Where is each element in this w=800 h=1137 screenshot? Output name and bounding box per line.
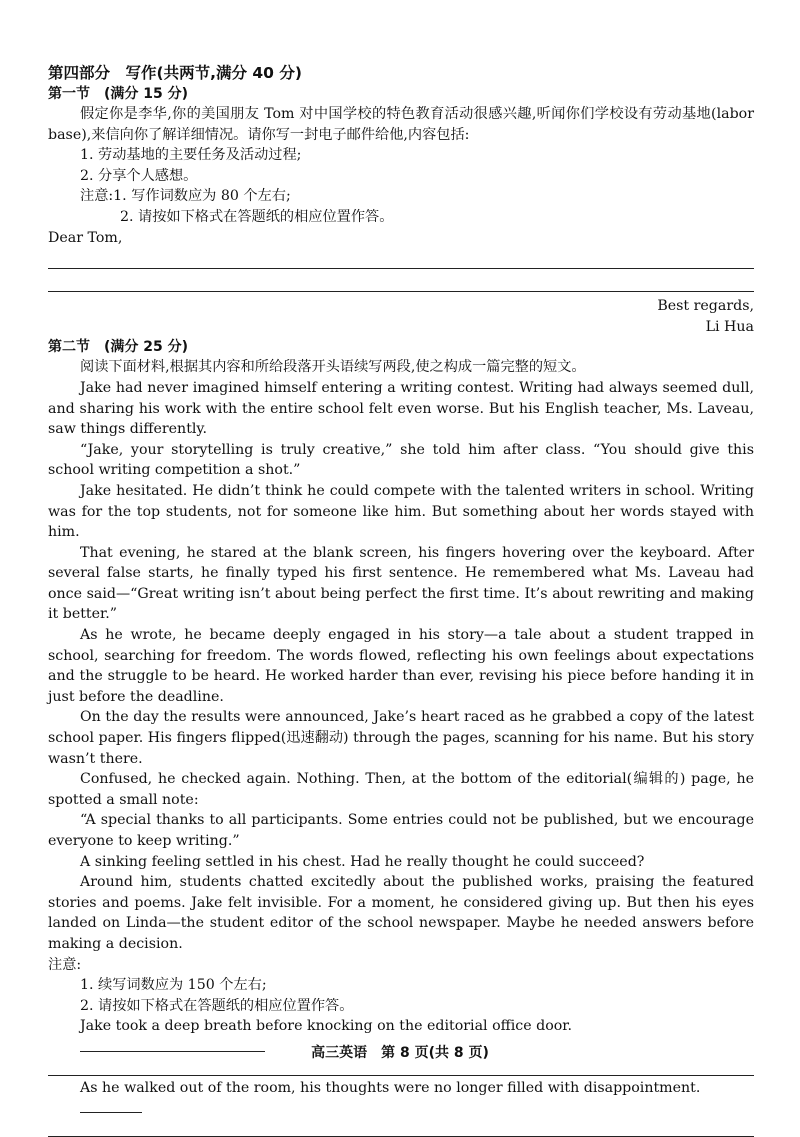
section1-title: 第一节 (满分 15 分) [48,86,189,102]
story-paragraph: Jake hesitated. He didn’t think he could compete with the talented writers in school. Writing was for the top students, not for someone like him. But something about her words stayed with him. [48,482,754,541]
section1-point-2: 2. 分享个人感想。 [80,167,198,184]
section1-prompt: 假定你是李华,你的美国朋友 Tom 对中国学校的特色教育活动很感兴趣,听闻你们学校设有劳动基地(labor base),来信向你了解详细情况。请你写一封电子邮件给他,内容包括: [48,106,754,143]
story-paragraph: “Jake, your storytelling is truly creative,” she told him after class. “You should give this school writing competition a shot.” [48,441,754,479]
answer-blank [80,1098,142,1113]
answer-line [48,256,754,269]
section2-note-label: 注意: [48,956,82,973]
story-paragraph: Around him, students chatted excitedly about the published works, praising the featured stories and poems. Jake felt invisible. For a moment, he considered giving up. But then his eyes landed on Linda—the student editor of the school newspaper. Maybe he needed answers before making a decision. [48,874,754,952]
story-paragraph: That evening, he stared at the blank screen, his fingers hovering over the keyboard. After several false starts, he finally typed his first sentence. He remembered what Ms. Laveau had once said—“Great writing isn’t about being perfect the first time. It’s about rewriting and making it better.” [48,544,754,623]
answer-line [48,1124,754,1137]
answer-line [48,1063,754,1076]
letter-closing: Best regards, [657,298,754,315]
continuation-starter-2 [48,1078,754,1120]
section2-title: 第二节 (满分 25 分) [48,339,189,356]
story-paragraph: Confused, he checked again. Nothing. Then, at the bottom of the editorial(编辑的) page, he spotted a small note: [48,771,754,808]
part-title: 第四部分 写作(共两节,满分 40 分) [48,64,302,82]
section1-note-2: 2. 请按如下格式在答题纸的相应位置作答。 [120,208,394,225]
answer-line [48,279,754,292]
story-paragraph: “A special thanks to all participants. Some entries could not be published, but we encourage everyone to keep writing.” [48,812,754,849]
story-paragraph: On the day the results were announced, Jake’s heart raced as he grabbed a copy of the latest school paper. His fingers flipped(迅速翻动) through the pages, scanning for his name. But his story wasn’t there. [48,709,754,767]
section2-instruction: 阅读下面材料,根据其内容和所给段落开头语续写两段,使之构成一篇完整的短文。 [80,359,586,376]
section1-point-1: 1. 劳动基地的主要任务及活动过程; [80,147,302,164]
starter-2-text: As he walked out of the room, his thoughts were no longer filled with disappointment. [80,1079,701,1096]
section2-note-1: 1. 续写词数应为 150 个左右; [80,977,267,994]
story-paragraph: Jake had never imagined himself entering a writing contest. Writing had always seemed dull, and sharing his work with the entire school felt even worse. But his English teacher, Ms. Laveau, saw things differently. [48,379,754,438]
starter-1-text: Jake took a deep breath before knocking on the editorial office door. [80,1018,573,1035]
letter-greeting: Dear Tom, [48,229,123,246]
page-footer: 高三英语 第 8 页(共 8 页) [311,1045,489,1061]
letter-signature: Li Hua [705,318,754,335]
section2-note-2: 2. 请按如下格式在答题纸的相应位置作答。 [80,997,354,1014]
story-paragraph: As he wrote, he became deeply engaged in his story—a tale about a student trapped in school, searching for freedom. The words flowed, reflecting his own feelings about expectations and the struggle to be heard. He worked harder than ever, revising his piece before handing it in just before the deadline. [48,627,754,705]
exam-page [48,62,754,1137]
story-paragraph: A sinking feeling settled in his chest. Had he really thought he could succeed? [80,853,645,870]
section1-note-1: 注意:1. 写作词数应为 80 个左右; [80,188,291,205]
